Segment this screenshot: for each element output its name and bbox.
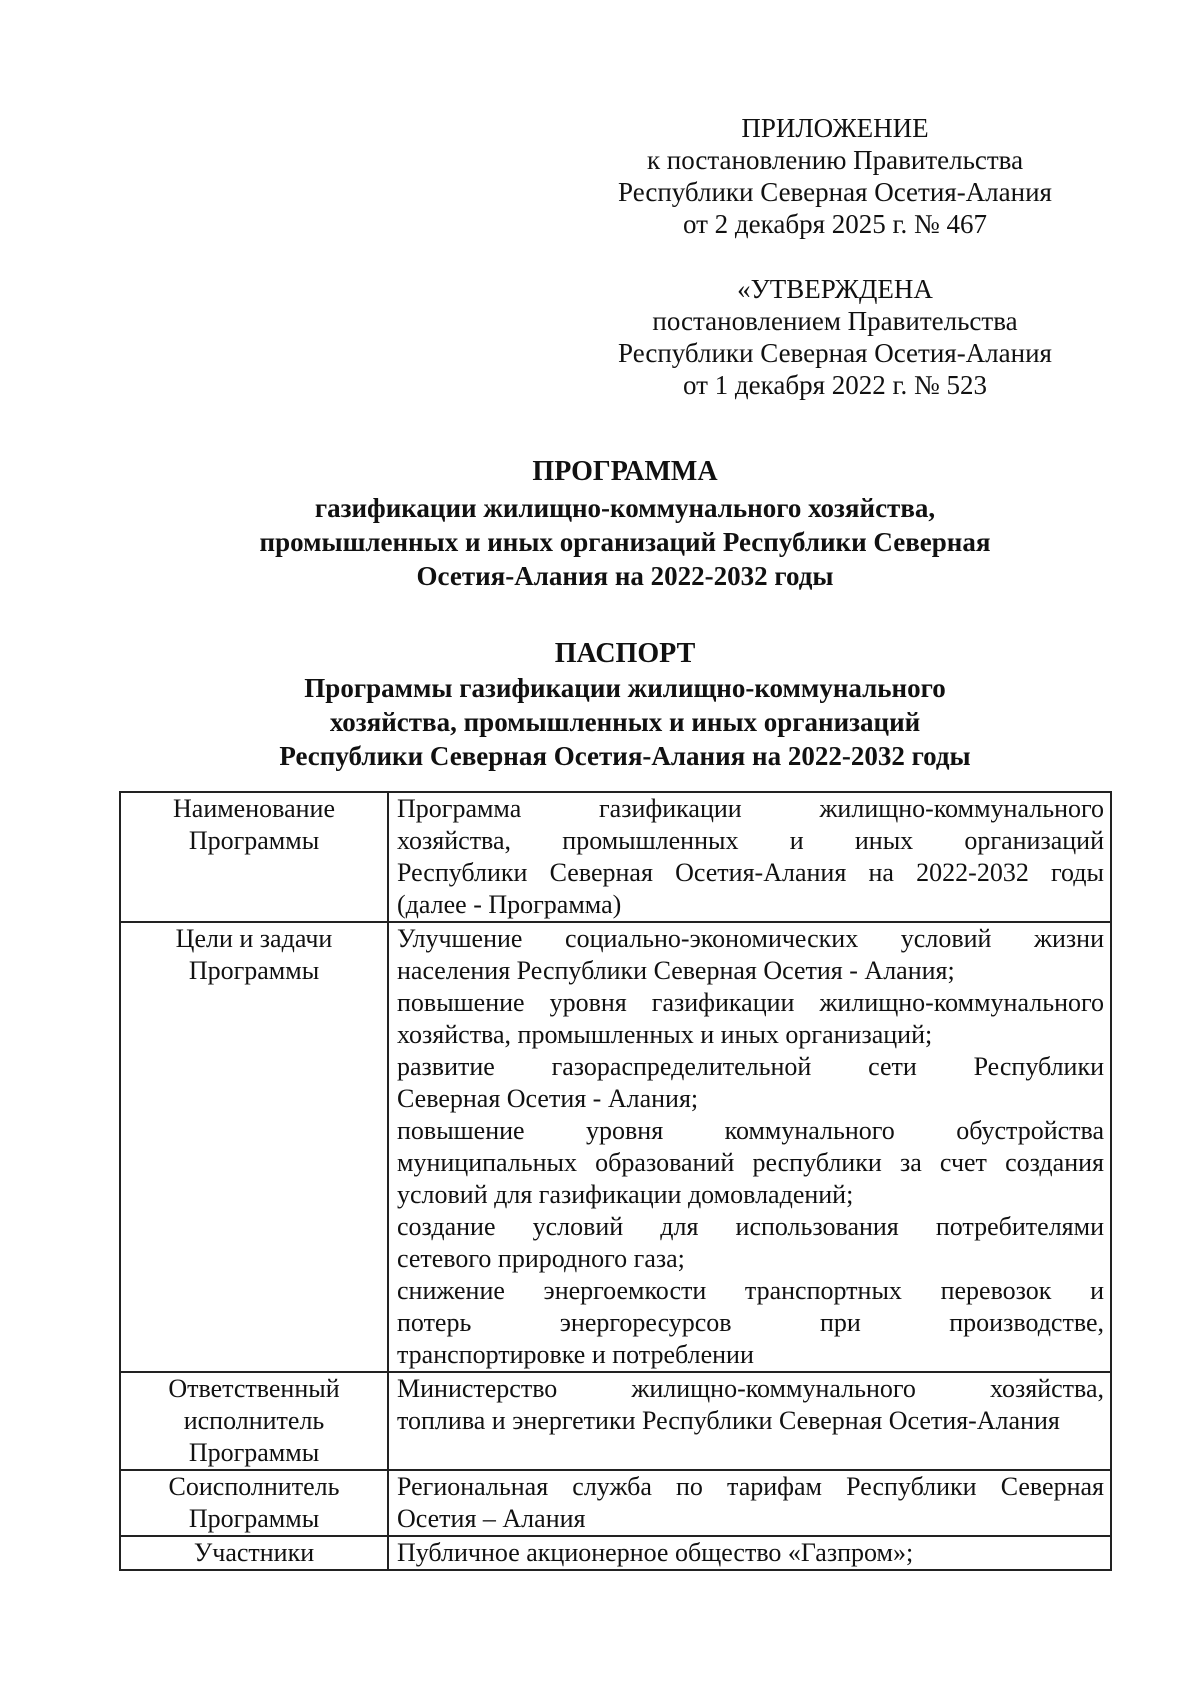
approval-block: [600, 273, 1070, 401]
value-line: Программа газификации жилищно-коммунального: [397, 794, 1104, 823]
table-row: [120, 922, 1111, 1372]
passport-title-line: хозяйства, промышленных и иных организаций: [329, 707, 921, 737]
value-line: хозяйства, промышленных и иных организаций: [397, 826, 1104, 855]
value-line: Улучшение социально-экономических условий жизни: [397, 924, 1104, 953]
row-value: [388, 1536, 1111, 1570]
row-value: [388, 1470, 1111, 1536]
table-row: [120, 1372, 1111, 1470]
label-line: Наименование: [173, 794, 335, 823]
row-value: [388, 1372, 1111, 1470]
program-title-line: Осетия-Алания на 2022-2032 годы: [416, 561, 834, 591]
approval-date: от 1 декабря 2022 г. № 523: [682, 370, 988, 400]
appendix-line: Республики Северная Осетия-Алания: [618, 177, 1052, 207]
value-line: условий для газификации домовладений;: [397, 1180, 854, 1209]
value-line: Республики Северная Осетия-Алания на 2022-2032 годы: [397, 858, 1104, 887]
value-line: снижение энергоемкости транспортных перевозок и: [397, 1276, 1104, 1305]
appendix-date: от 2 декабря 2025 г. № 467: [682, 209, 988, 239]
label-line: Программы: [188, 826, 320, 855]
value-line: повышение уровня газификации жилищно-коммунального: [397, 988, 1104, 1017]
value-line: топлива и энергетики Республики Северная Осетия-Алания: [397, 1406, 1060, 1435]
label-line: Программы: [188, 1504, 320, 1533]
value-line: Региональная служба по тарифам Республики Северная: [397, 1472, 1104, 1501]
value-line: Публичное акционерное общество «Газпром»;: [397, 1538, 914, 1567]
approval-heading: «УТВЕРЖДЕНА: [737, 274, 933, 304]
program-title-line: промышленных и иных организаций Республики Северная: [259, 527, 991, 557]
passport-heading: ПАСПОРТ: [554, 638, 696, 669]
row-value: [388, 922, 1111, 1372]
value-line: Министерство жилищно-коммунального хозяйства,: [397, 1374, 1104, 1403]
row-label: [120, 922, 388, 1372]
table-row: [120, 1536, 1111, 1570]
passport-table: [119, 791, 1112, 1571]
label-line: Соисполнитель: [168, 1472, 340, 1501]
value-line: Северная Осетия - Алания;: [397, 1084, 699, 1113]
value-line: повышение уровня коммунального обустройства: [397, 1116, 1104, 1145]
value-line: населения Республики Северная Осетия - Алания;: [397, 956, 955, 985]
label-line: Программы: [188, 1438, 320, 1467]
label-line: Программы: [188, 956, 320, 985]
value-line: развитие газораспределительной сети Республики: [397, 1052, 1104, 1081]
label-line: исполнитель: [183, 1406, 325, 1435]
value-line: Осетия – Алания: [397, 1504, 586, 1533]
row-label: [120, 1372, 388, 1470]
value-line: хозяйства, промышленных и иных организаций;: [397, 1020, 933, 1049]
value-line: транспортировке и потреблении: [397, 1340, 754, 1369]
appendix-line: к постановлению Правительства: [646, 145, 1024, 175]
passport-title-line: Программы газификации жилищно-коммунального: [304, 673, 946, 703]
table-row: [120, 1470, 1111, 1536]
approval-line: Республики Северная Осетия-Алания: [618, 338, 1052, 368]
row-value: [388, 792, 1111, 922]
label-line: Ответственный: [168, 1374, 340, 1403]
program-title-line: газификации жилищно-коммунального хозяйства,: [314, 493, 936, 523]
label-line: Цели и задачи: [175, 924, 333, 953]
row-label: [120, 1470, 388, 1536]
row-label: [120, 1536, 388, 1570]
value-line: сетевого природного газа;: [397, 1244, 685, 1273]
program-title: [200, 455, 1050, 593]
appendix-heading: ПРИЛОЖЕНИЕ: [741, 113, 929, 143]
passport-title-line: Республики Северная Осетия-Алания на 2022-2032 годы: [279, 741, 971, 771]
appendix-block: [600, 112, 1070, 240]
value-line: потерь энергоресурсов при производстве,: [397, 1308, 1104, 1337]
value-line: (далее - Программа): [397, 890, 622, 919]
table-row: [120, 792, 1111, 922]
value-line: создание условий для использования потребителями: [397, 1212, 1104, 1241]
approval-line: постановлением Правительства: [652, 306, 1018, 336]
row-label: [120, 792, 388, 922]
program-heading: ПРОГРАММА: [532, 456, 718, 487]
label-line: Участники: [193, 1538, 315, 1567]
value-line: муниципальных образований республики за счет создания: [397, 1148, 1104, 1177]
passport-title: [200, 637, 1050, 773]
